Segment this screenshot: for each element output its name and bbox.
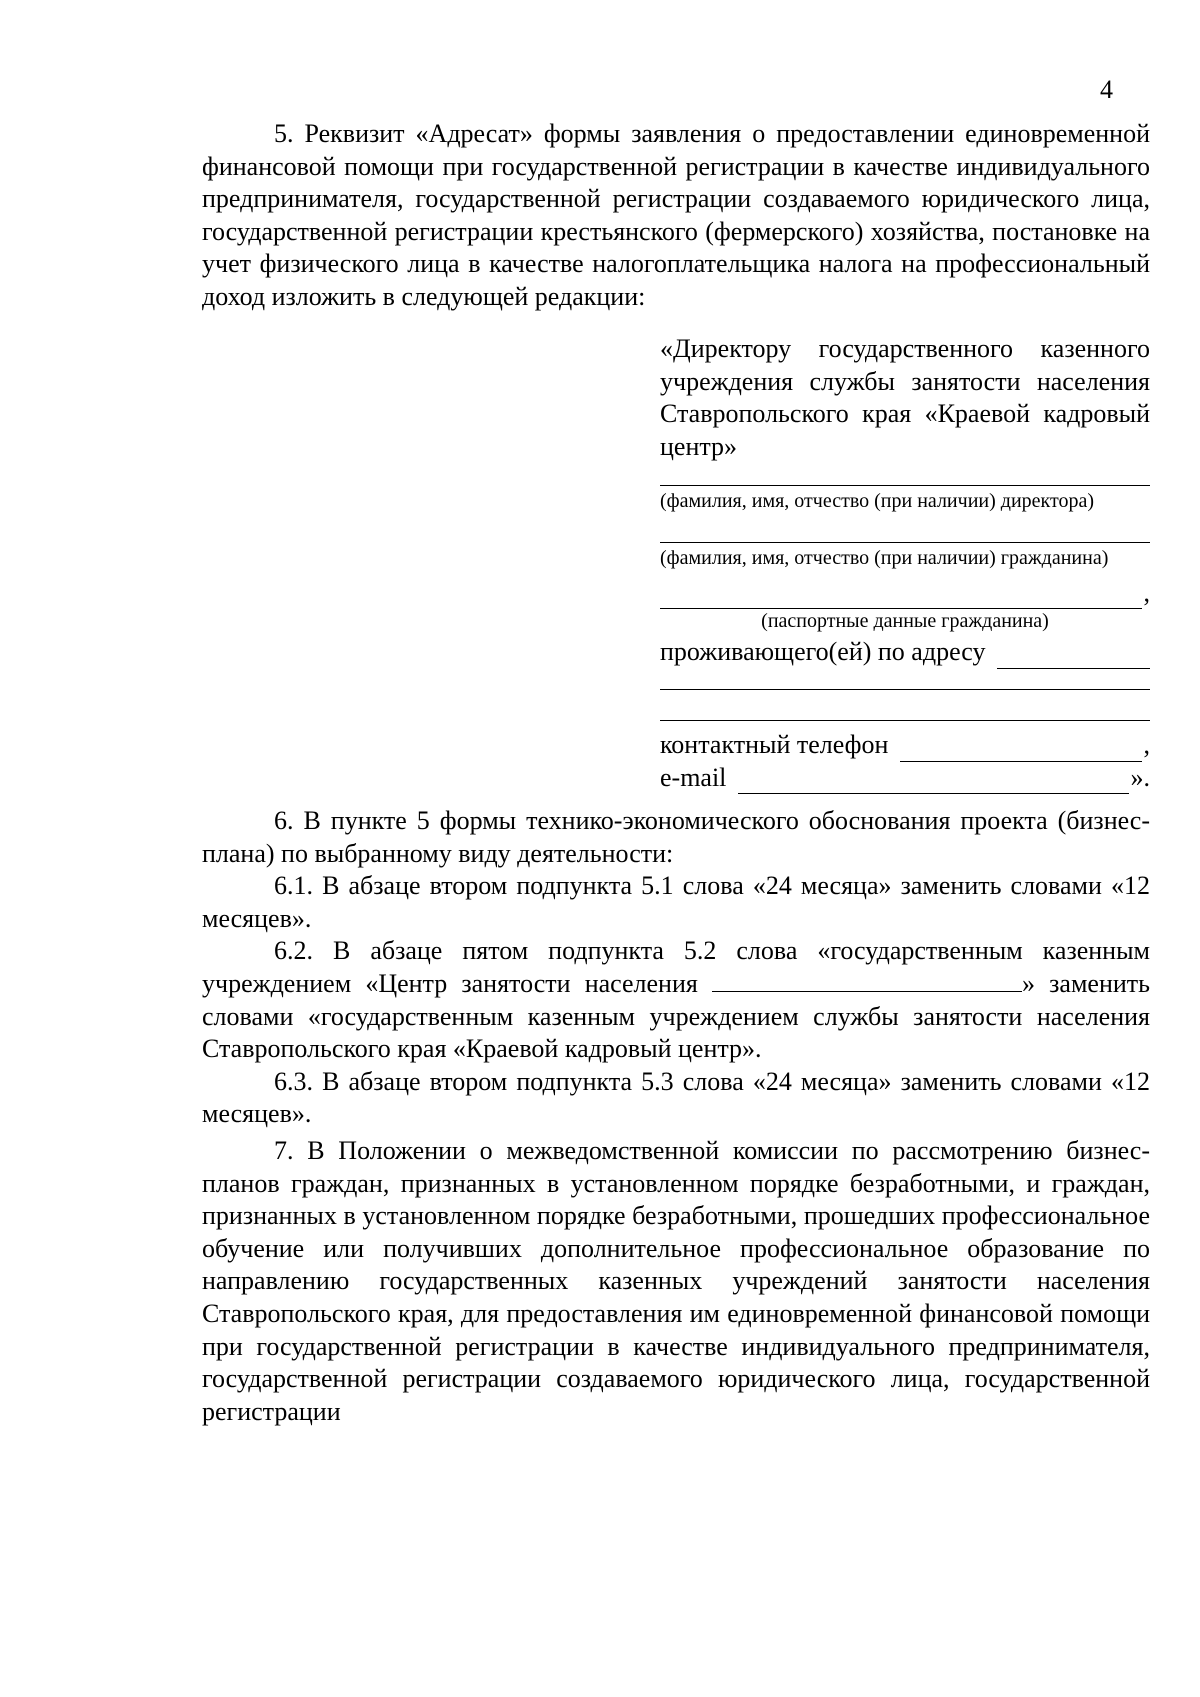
section-5: [202, 118, 1150, 314]
section-6-3: 6.3. В абзаце втором подпункта 5.3 слова «24 месяца» заменить словами «12 месяцев».: [202, 1066, 1150, 1129]
section-6-2-part-a: 6.2. В абзаце пятом подпункта 5.2 слова «государственным казенным учреждением «Центр занятости населения: [202, 936, 1150, 998]
citizen-caption: (фамилия, имя, отчество (при наличии) гражданина): [660, 547, 1109, 570]
addressee-closing: ».: [1130, 762, 1150, 792]
email-label: e-mail: [660, 762, 727, 792]
phone-label: контактный телефон: [660, 729, 889, 759]
passport-comma: ,: [1143, 577, 1150, 607]
addressee-block: [660, 333, 1150, 794]
center-name-blank: [712, 969, 1022, 992]
section-6-intro: 6. В пункте 5 формы технико-экономического обоснования проекта (бизнес-плана) по выбранному виду деятельности:: [202, 806, 1150, 868]
address-line-2: [660, 689, 1150, 690]
section-6-1: 6.1. В абзаце втором подпункта 5.1 слова «24 месяца» заменить словами «12 месяцев».: [202, 871, 1150, 933]
director-caption: (фамилия, имя, отчество (при наличии) директора): [660, 490, 1094, 513]
passport-caption: (паспортные данные гражданина): [761, 610, 1049, 633]
addressee-director: «Директору государственного казенного учреждения службы занятости населения Ставропольского края «Краевой кадровый центр»: [660, 334, 1150, 461]
section-6-2-part-b: » заменить словами «государственным казенным учреждением службы занятости населения Ставропольского края «Краевой кадровый центр».: [202, 968, 1150, 1064]
passport-line: [660, 584, 1142, 609]
section-5-text: 5. Реквизит «Адресат» формы заявления о предоставлении единовременной финансовой помощи при государственной регистрации в качестве индивидуального предпринимателя, государственной регистрации создаваемого юридического лица, государственной регистрации крестьянского (фермерского) хозяйства, постановке на учет физического лица в качестве налогоплательщика налога на профессиональный доход изложить в следующей редакции:: [202, 119, 1150, 311]
passport-row: [660, 577, 1150, 609]
address-line-3: [660, 720, 1150, 721]
phone-comma: ,: [1143, 729, 1150, 759]
residing-row: [660, 636, 1150, 669]
email-row: [660, 762, 1150, 795]
page-number: 4: [1100, 75, 1113, 104]
phone-row: [660, 729, 1150, 762]
section-6-2: [202, 935, 1150, 1065]
email-line: [738, 769, 1128, 794]
section-6: [202, 805, 1150, 1131]
residing-line: [997, 644, 1150, 669]
phone-line: [900, 737, 1141, 762]
director-name-line: [660, 485, 1150, 486]
citizen-name-line: [660, 542, 1150, 543]
residing-label: проживающего(ей) по адресу: [660, 637, 986, 667]
section-7: [202, 1135, 1150, 1428]
section-7-text: 7. В Положении о межведомственной комиссии по рассмотрению бизнес-планов граждан, признанных в установленном порядке безработными, и граждан, признанных в установленном порядке безработными, прошедших профессиональное обучение или получивших дополнительное профессиональное образование по направлению государственных казенных учреждений занятости населения Ставропольского края, для предоставления им единовременной финансовой помощи при государственной регистрации в качестве индивидуального предпринимателя, государственной регистрации создаваемого юридического лица, государственной регистрации: [202, 1136, 1150, 1426]
